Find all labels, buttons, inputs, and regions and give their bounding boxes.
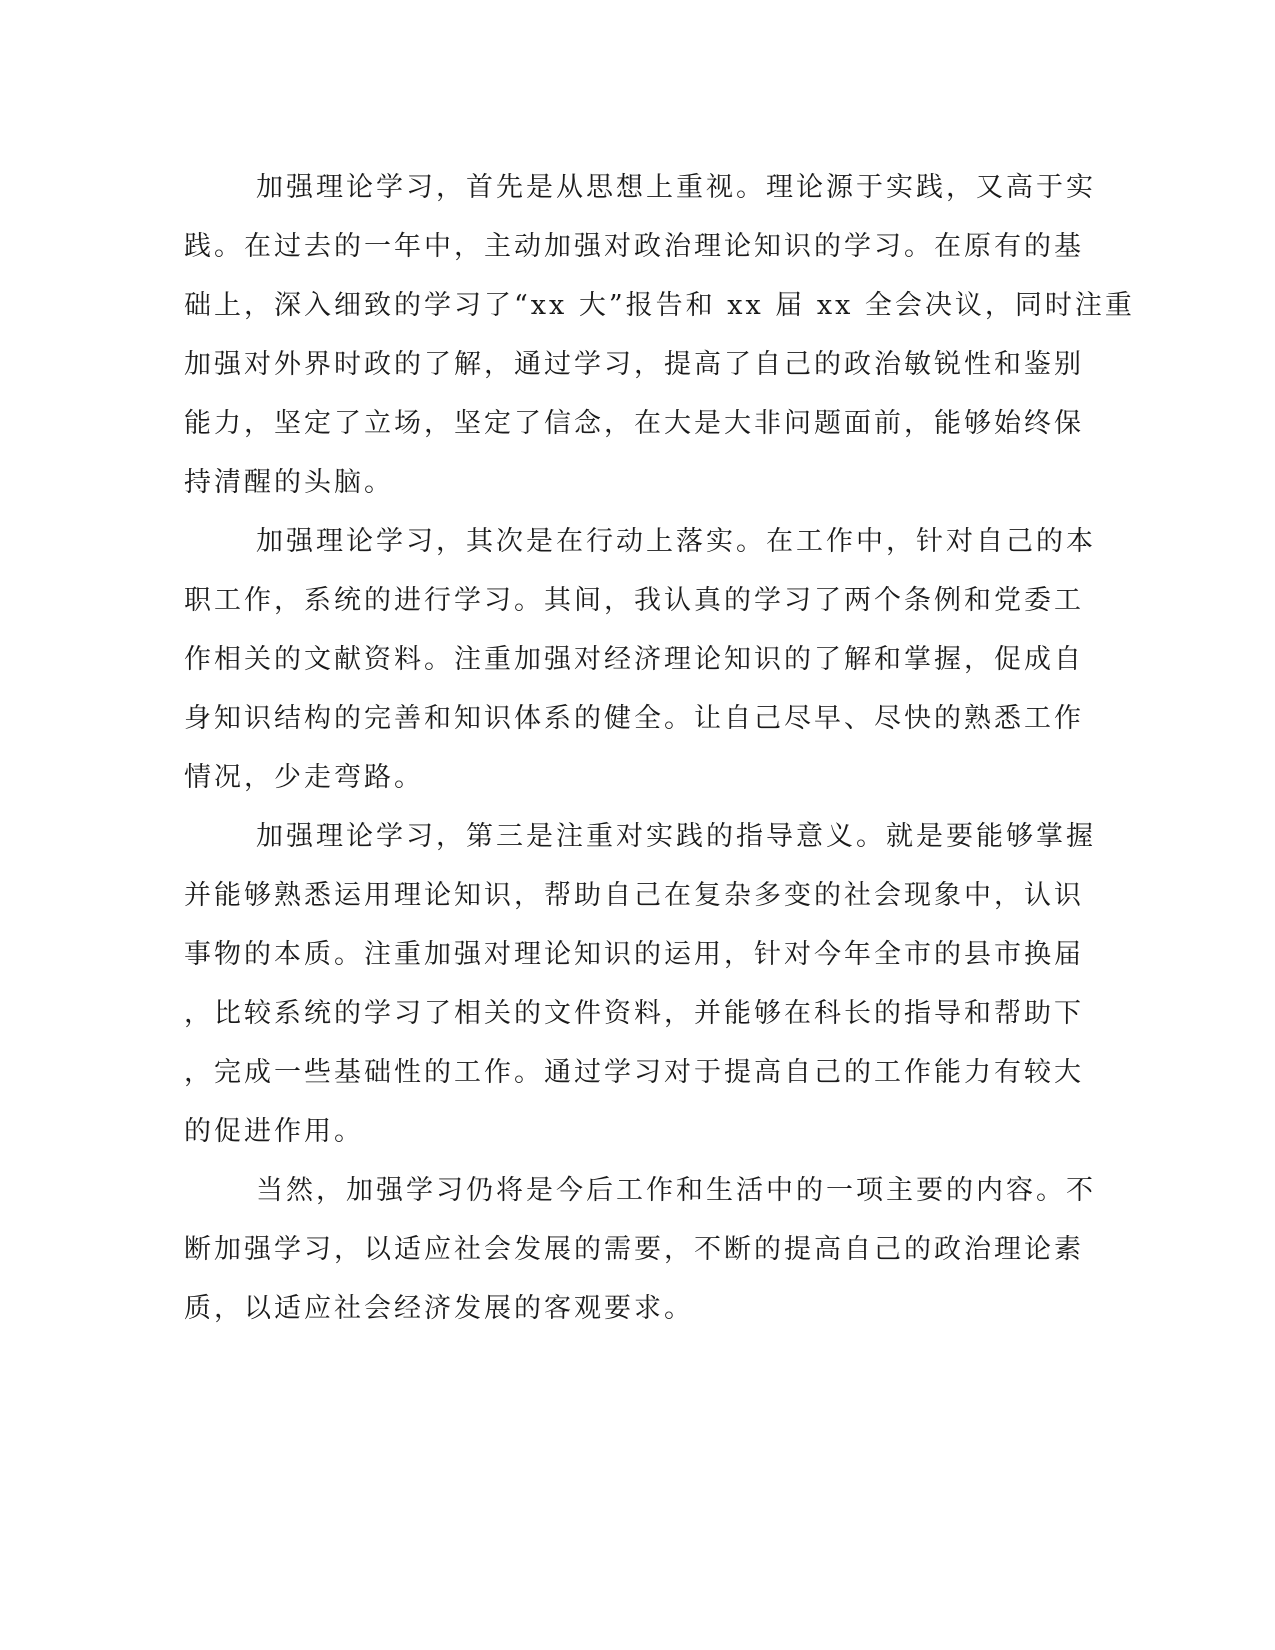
paragraph-line: 加强理论学习，首先是从思想上重视。理论源于实践，又高于实 (256, 172, 1096, 203)
paragraph-line: 持清醒的头脑。 (184, 467, 394, 498)
paragraph-line: 础上，深入细致的学习了“xx 大”报告和 xx 届 xx 全会决议，同时注重 (184, 290, 1135, 321)
paragraph-line: 的促进作用。 (184, 1116, 364, 1147)
paragraph-line: 质，以适应社会经济发展的客观要求。 (184, 1293, 694, 1324)
paragraph-line: 作相关的文献资料。注重加强对经济理论知识的了解和掌握，促成自 (184, 644, 1084, 675)
paragraph-line: 当然，加强学习仍将是今后工作和生活中的一项主要的内容。不 (256, 1175, 1096, 1206)
paragraph-2 (184, 512, 1096, 807)
paragraph-line: 加强理论学习，其次是在行动上落实。在工作中，针对自己的本 (256, 526, 1096, 557)
paragraph-line: 加强对外界时政的了解，通过学习，提高了自己的政治敏锐性和鉴别 (184, 349, 1084, 380)
paragraph-line: 职工作，系统的进行学习。其间，我认真的学习了两个条例和党委工 (184, 585, 1084, 616)
paragraph-4 (184, 1161, 1096, 1338)
paragraph-line: 并能够熟悉运用理论知识，帮助自己在复杂多变的社会现象中，认识 (184, 880, 1084, 911)
paragraph-line: 事物的本质。注重加强对理论知识的运用，针对今年全市的县市换届 (184, 939, 1084, 970)
document-body (184, 158, 1135, 1338)
paragraph-line: 能力，坚定了立场，坚定了信念，在大是大非问题面前，能够始终保 (184, 408, 1084, 439)
paragraph-line: 加强理论学习，第三是注重对实践的指导意义。就是要能够掌握 (256, 821, 1096, 852)
paragraph-line: 践。在过去的一年中，主动加强对政治理论知识的学习。在原有的基 (184, 231, 1084, 262)
paragraph-line: ，比较系统的学习了相关的文件资料，并能够在科长的指导和帮助下 (184, 998, 1084, 1029)
paragraph-line: ，完成一些基础性的工作。通过学习对于提高自己的工作能力有较大 (184, 1057, 1084, 1088)
paragraph-3 (184, 807, 1096, 1161)
paragraph-1 (184, 158, 1135, 512)
paragraph-line: 情况，少走弯路。 (184, 762, 424, 793)
paragraph-line: 身知识结构的完善和知识体系的健全。让自己尽早、尽快的熟悉工作 (184, 703, 1084, 734)
paragraph-line: 断加强学习，以适应社会发展的需要，不断的提高自己的政治理论素 (184, 1234, 1084, 1265)
